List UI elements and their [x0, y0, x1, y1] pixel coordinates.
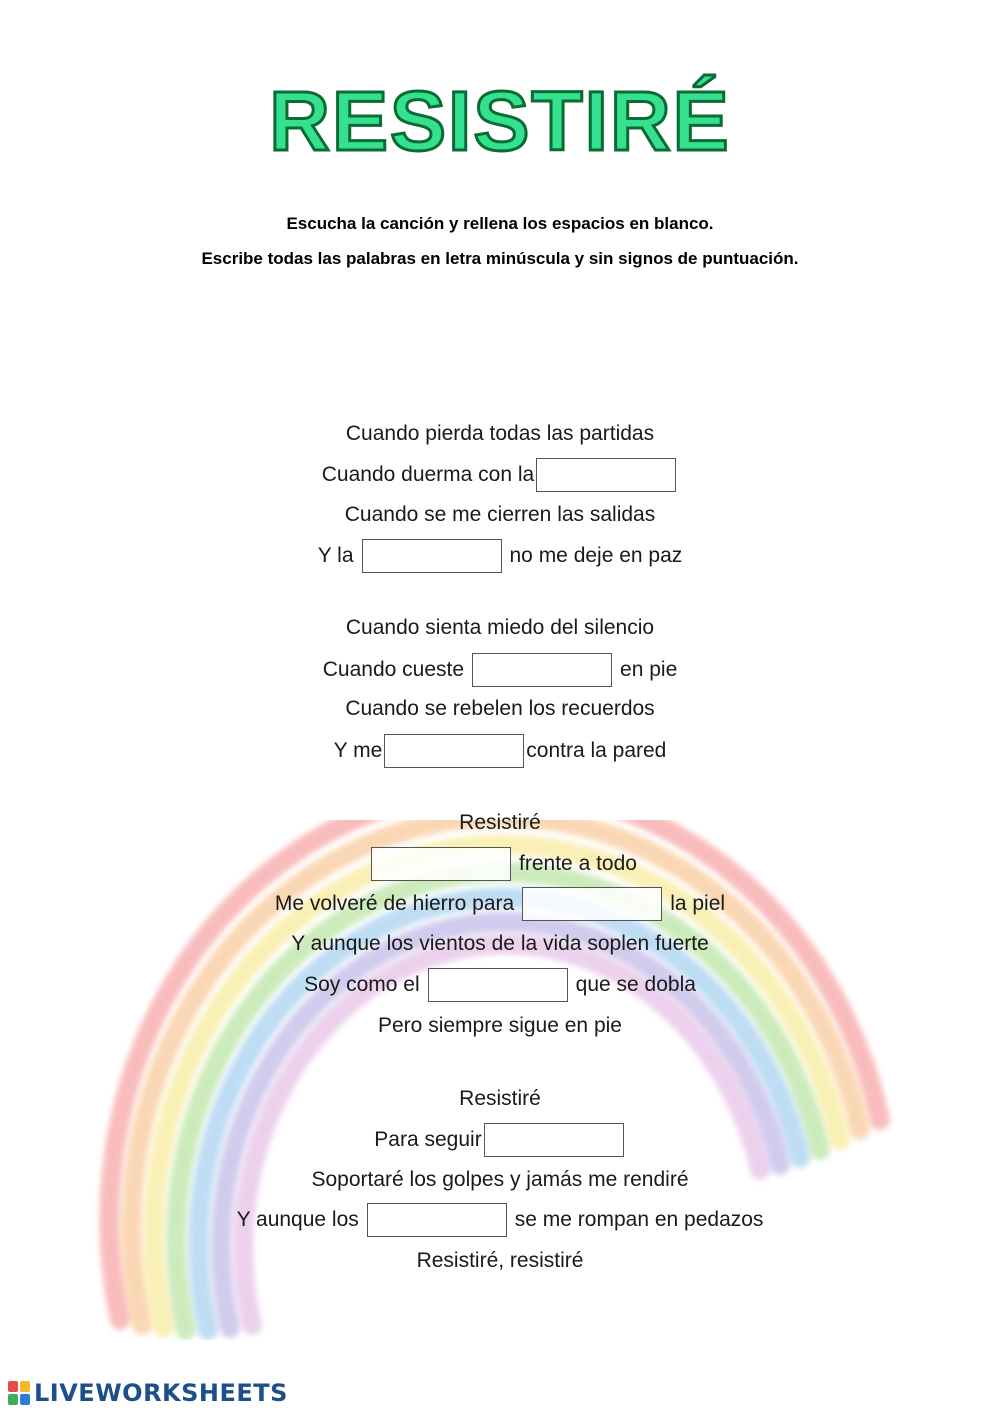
liveworksheets-branding [8, 1378, 288, 1408]
lyric-text: frente a todo [519, 852, 637, 875]
answer-input-8[interactable] [484, 1123, 624, 1157]
lyric-line-18 [0, 1200, 1000, 1240]
brand-text: LIVEWORKSHEETS [34, 1379, 288, 1407]
answer-input-6[interactable] [522, 887, 662, 921]
answer-input-7[interactable] [428, 968, 568, 1002]
lyric-text: que se dobla [575, 973, 696, 996]
title-text: RESISTIRÉ [269, 74, 731, 168]
lyric-line-17 [0, 1160, 1000, 1200]
lyric-text: Para seguir [374, 1128, 482, 1151]
lyric-line-10 [0, 844, 1000, 884]
lyric-text: Resistiré [459, 1087, 541, 1110]
answer-input-3[interactable] [472, 653, 612, 687]
liveworksheets-logo-icon [8, 1381, 30, 1405]
lyric-text: Resistiré, resistiré [416, 1249, 584, 1272]
lyric-line-19 [0, 1241, 1000, 1281]
lyric-text: Resistiré [459, 811, 541, 834]
lyric-text: Cuando cueste [322, 658, 465, 681]
lyric-line-13 [0, 965, 1000, 1005]
lyric-line-16 [0, 1120, 1000, 1160]
lyric-text: Cuando se rebelen los recuerdos [345, 697, 655, 720]
lyric-line-9 [0, 803, 1000, 843]
lyric-text: Cuando sienta miedo del silencio [345, 616, 655, 639]
answer-input-9[interactable] [367, 1203, 507, 1237]
lyric-line-5 [0, 608, 1000, 648]
lyric-text: no me deje en paz [509, 544, 683, 567]
instruction-line-1: Escucha la canción y rellena los espacios en blanco. [286, 214, 714, 233]
lyric-text: Soportaré los golpes y jamás me rendiré [311, 1168, 689, 1191]
answer-input-2[interactable] [362, 539, 502, 573]
lyric-text: Y me [333, 739, 383, 762]
lyric-text: Cuando duerma con la [321, 463, 535, 486]
lyric-text: la piel [670, 892, 726, 915]
lyric-line-15 [0, 1079, 1000, 1119]
lyric-text: Y aunque los vientos de la vida soplen fuerte [291, 932, 709, 955]
answer-input-5[interactable] [371, 847, 511, 881]
lyric-line-11 [0, 884, 1000, 924]
lyric-text: en pie [620, 658, 678, 681]
lyric-text: Cuando se me cierren las salidas [344, 503, 656, 526]
lyric-line-3 [0, 495, 1000, 535]
lyric-line-8 [0, 731, 1000, 771]
lyric-line-14 [0, 1006, 1000, 1046]
answer-input-4[interactable] [384, 734, 524, 768]
answer-input-1[interactable] [536, 458, 676, 492]
lyric-line-4 [0, 536, 1000, 576]
lyric-line-7 [0, 689, 1000, 729]
title-graphic [240, 50, 760, 180]
lyric-line-1 [0, 414, 1000, 454]
lyric-text: Pero siempre sigue en pie [378, 1014, 622, 1037]
lyric-text: contra la pared [526, 739, 667, 762]
lyric-text: Cuando pierda todas las partidas [345, 422, 655, 445]
lyric-text: Y la [317, 544, 354, 567]
worksheet-title [0, 50, 1000, 180]
lyric-line-6 [0, 650, 1000, 690]
lyric-text: Me volveré de hierro para [274, 892, 515, 915]
lyric-text: se me rompan en pedazos [514, 1208, 764, 1231]
lyric-text: Soy como el [304, 973, 420, 996]
lyric-line-2 [0, 455, 1000, 495]
lyric-text: Y aunque los [236, 1208, 359, 1231]
lyric-line-12 [0, 924, 1000, 964]
instruction-line-2: Escribe todas las palabras en letra minúscula y sin signos de puntuación. [201, 249, 799, 268]
